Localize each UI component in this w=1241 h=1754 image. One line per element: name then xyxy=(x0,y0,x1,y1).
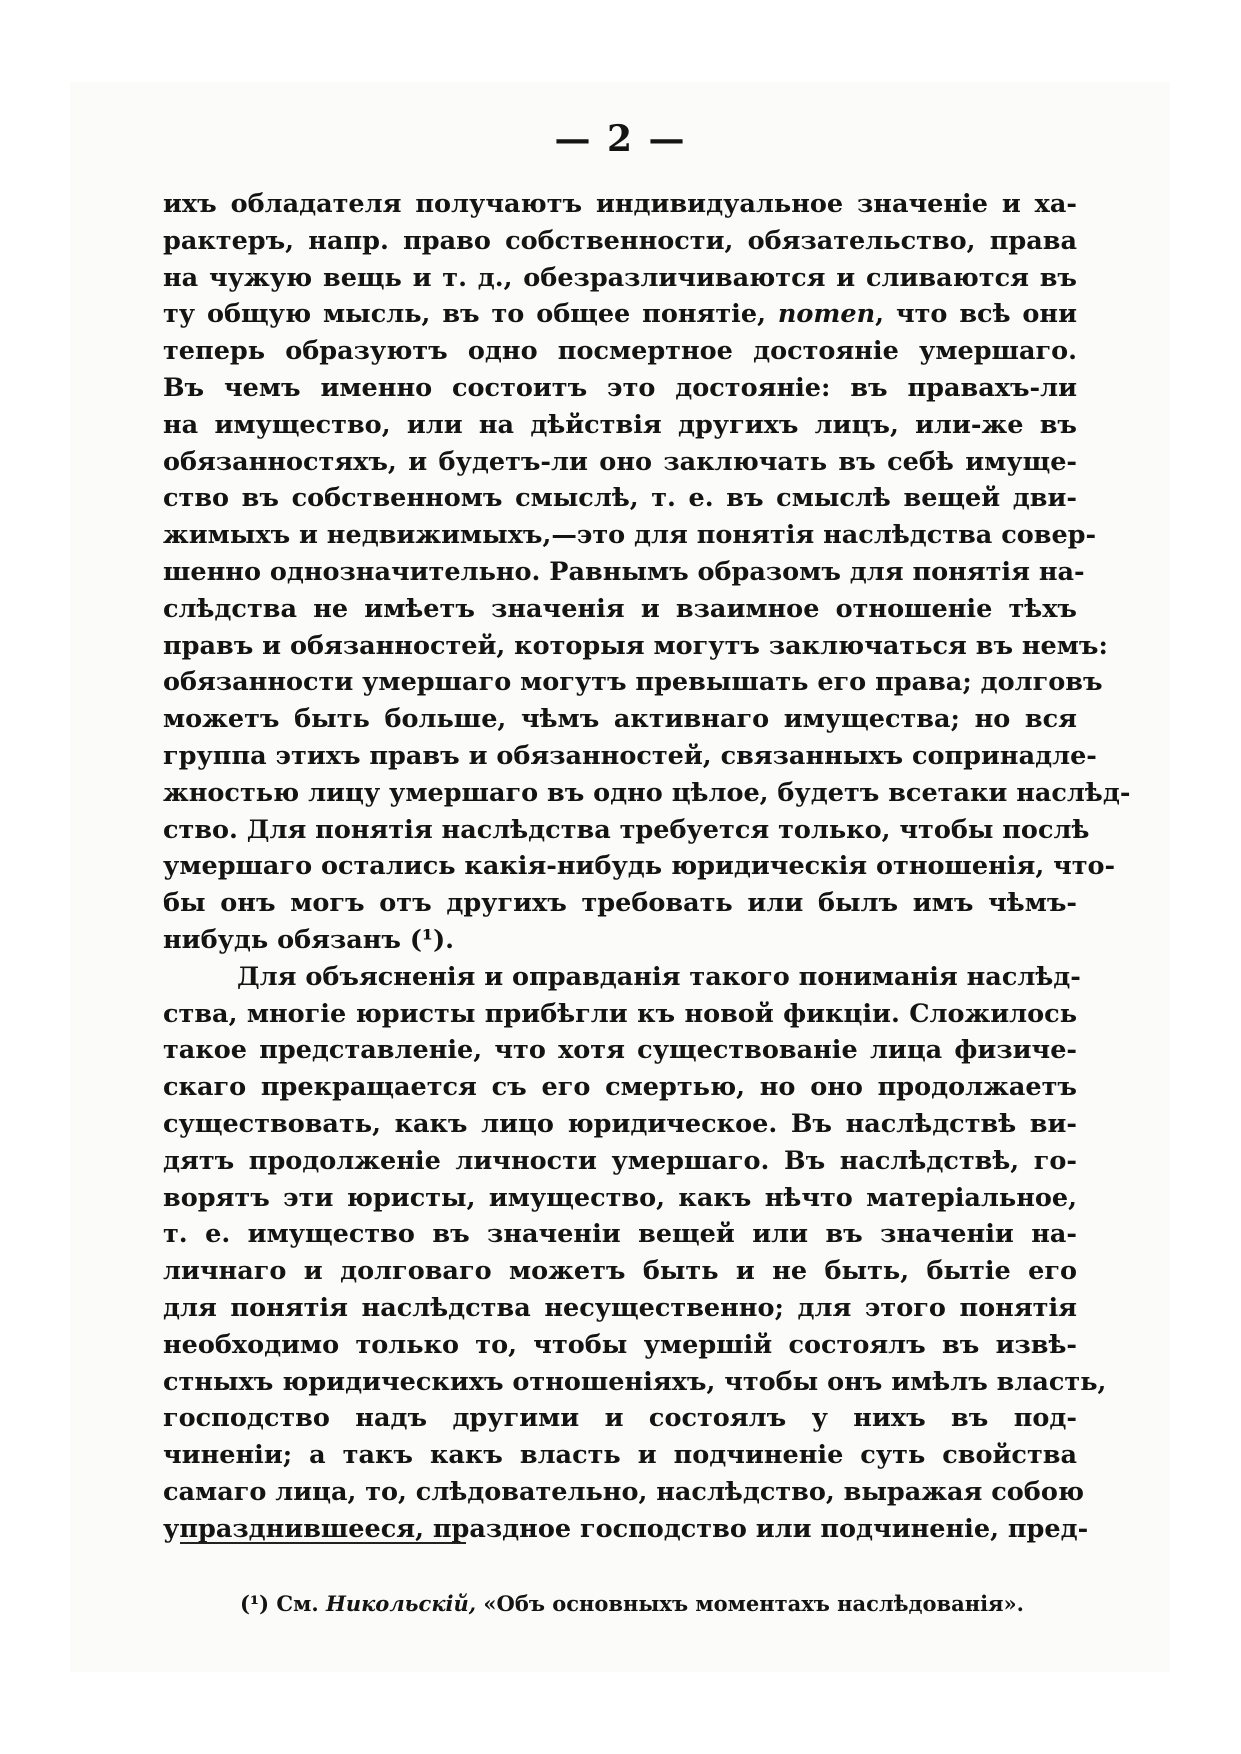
text-line: обязанностяхъ, и будетъ-ли оно заключать въ себѣ имуще- xyxy=(163,446,1077,477)
text-line: скаго прекращается съ его смертью, но оно продолжаетъ xyxy=(163,1072,1077,1103)
body-text xyxy=(163,186,1131,1547)
italic-term: nomen xyxy=(777,299,876,330)
text-line: на чужую вещь и т. д., обезразличиваются и сливаются въ xyxy=(163,262,1077,293)
text-line: жимыхъ и недвижимыхъ,—это для понятiя наслѣдства совер- xyxy=(163,520,1097,551)
text-line xyxy=(163,296,1077,333)
text-line: упразднившееся, праздное господство или подчиненie, пред- xyxy=(163,1513,1089,1544)
paragraph xyxy=(163,959,1107,1548)
text-line: теперь образуютъ одно посмертное достоянie умершаго. xyxy=(163,336,1077,367)
text-line: самаго лица, то, слѣдовательно, наслѣдство, выражая собою xyxy=(163,1476,1084,1507)
text-line: ство. Для понятiя наслѣдства требуется только, чтобы послѣ xyxy=(163,814,1090,845)
text-line: шенно однозначительно. Равнымъ образомъ для понятiя на- xyxy=(163,556,1085,587)
text-line: необходимо только то, чтобы умершiй состоялъ въ извѣ- xyxy=(163,1329,1077,1360)
text-line: слѣдства не имѣетъ значенiя и взаимное отношенie тѣхъ xyxy=(163,593,1077,624)
text-line: ворятъ эти юристы, имущество, какъ нѣчто матерiальное, xyxy=(163,1182,1077,1213)
text-line: бы онъ могъ отъ другихъ требовать или былъ имъ чѣмъ- xyxy=(163,888,1077,919)
footnote xyxy=(240,1591,1024,1616)
footnote-prefix: См. xyxy=(276,1591,319,1616)
text-line: ство въ собственномъ смыслѣ, т. е. въ смыслѣ вещей дви- xyxy=(163,483,1077,514)
text-line: можетъ быть больше, чѣмъ активнаго имущества; но вся xyxy=(163,704,1077,735)
text-line: рактеръ, напр. право собственности, обязательство, права xyxy=(163,225,1077,256)
footnote-author: Никольскiй, xyxy=(325,1591,477,1616)
text-line: Въ чемъ именно состоитъ это достоянie: въ правахъ-ли xyxy=(163,372,1077,403)
text-line: Для объясненiя и оправданiя такого пониманiя наслѣд- xyxy=(237,961,1081,992)
text-segment: ту общую мысль, въ то общее понятie, xyxy=(163,299,778,330)
text-line: нибудь обязанъ (¹). xyxy=(163,924,455,955)
footnote-rule xyxy=(180,1542,466,1544)
text-line: жностью лицу умершаго въ одно цѣлое, будетъ всетаки наслѣд- xyxy=(163,777,1131,808)
text-line: дятъ продолженie личности умершаго. Въ наслѣдствѣ, го- xyxy=(163,1145,1077,1176)
text-line: личнаго и долговаго можетъ быть и не быть, бытie его xyxy=(163,1256,1077,1287)
text-line: ихъ обладателя получаютъ индивидуальное значенie и ха- xyxy=(163,189,1077,219)
page-number: — 2 — xyxy=(554,118,687,160)
text-line: для понятiя наслѣдства несущественно; для этого понятiя xyxy=(163,1292,1077,1323)
footnote-title: «Объ основныхъ моментахъ наслѣдованiя». xyxy=(483,1591,1024,1616)
text-line: стныхъ юридическихъ отношенiяхъ, чтобы онъ имѣлъ власть, xyxy=(163,1366,1107,1397)
text-line: ства, многiе юристы прибѣгли къ новой фикцiи. Сложилось xyxy=(163,998,1077,1029)
text-line: такое представленie, что хотя существованie лица физиче- xyxy=(163,1035,1077,1066)
paragraph xyxy=(163,186,1131,959)
text-line: чиненiи; а такъ какъ власть и подчиненie суть свойства xyxy=(163,1440,1077,1471)
text-line: т. е. имущество въ значенiи вещей или въ значенiи на- xyxy=(163,1219,1077,1250)
text-line: умершаго остались какiя-нибудь юридическiя отношенiя, что- xyxy=(163,851,1116,882)
text-line: существовать, какъ лицо юридическое. Въ наслѣдствѣ ви- xyxy=(163,1108,1077,1139)
text-line: правъ и обязанностей, которыя могутъ заключаться въ немъ: xyxy=(163,630,1108,661)
footnote-mark: (¹) xyxy=(240,1591,270,1616)
text-line: на имущество, или на дѣйствiя другихъ лицъ, или-же въ xyxy=(163,409,1077,440)
text-line: группа этихъ правъ и обязанностей, связанныхъ сопринадле- xyxy=(163,740,1097,771)
text-line: обязанности умершаго могутъ превышать его права; долговъ xyxy=(163,667,1103,698)
text-line: господство надъ другими и состоялъ у нихъ въ под- xyxy=(163,1403,1077,1434)
text-segment: , что всѣ они xyxy=(875,299,1077,330)
